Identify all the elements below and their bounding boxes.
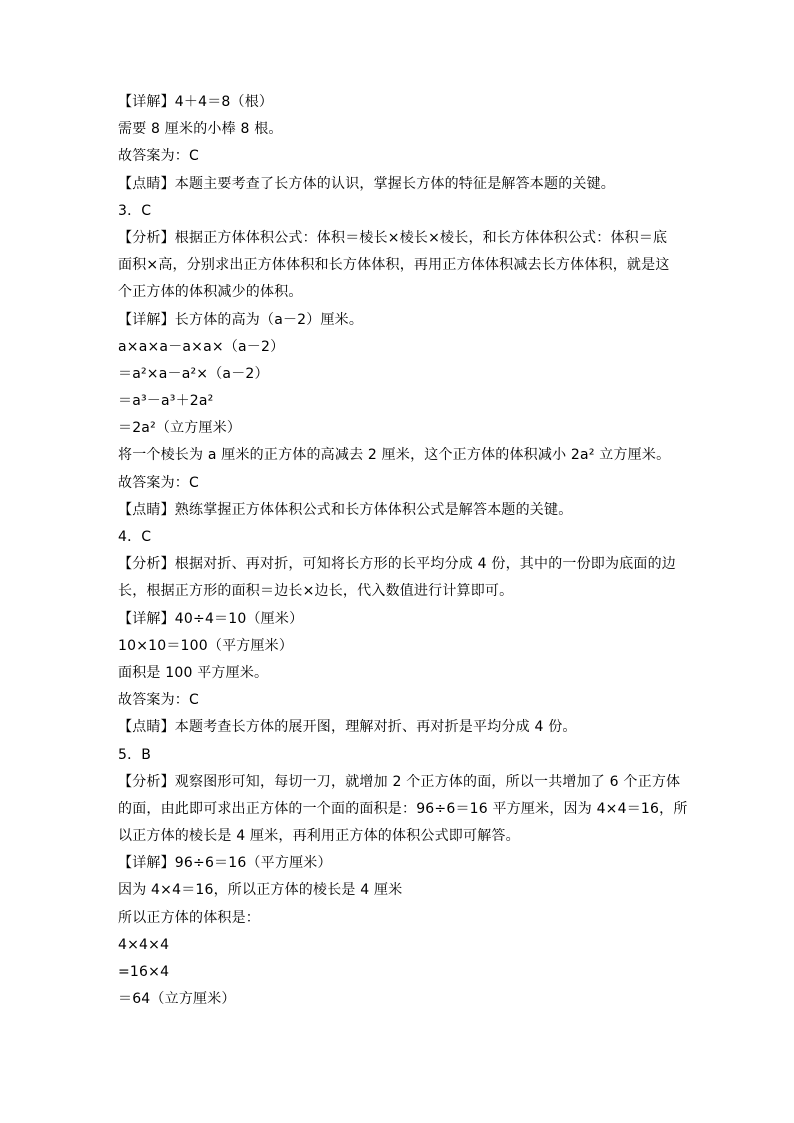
- text-line: 需要 8 厘米的小棒 8 根。: [118, 121, 283, 138]
- formula-line: =16×4: [118, 964, 170, 980]
- text-line: 故答案为：C: [118, 148, 199, 165]
- text-line: 【分析】根据正方体体积公式：体积＝棱长×棱长×棱长，和长方体体积公式：体积＝底: [118, 229, 668, 246]
- text-line: 面积×高，分别求出正方体体积和长方体体积，再用正方体体积减去长方体体积，就是这: [118, 257, 670, 274]
- text-line: 将一个棱长为 a 厘米的正方体的高减去 2 厘米，这个正方体的体积减小 2a² 立方厘米。: [118, 447, 671, 464]
- text-line: 【点睛】熟练掌握正方体体积公式和长方体体积公式是解答本题的关键。: [118, 501, 573, 518]
- text-line: 个正方体的体积减少的体积。: [118, 284, 303, 301]
- text-line: 【点睛】本题考查长方体的展开图，理解对折、再对折是平均分成 4 份。: [118, 719, 577, 736]
- formula-line: ＝2a²（立方厘米）: [118, 420, 242, 437]
- formula-line: 4×4×4: [118, 936, 170, 953]
- text-line: 所以正方体的体积是：: [118, 909, 260, 926]
- text-line: 【点睛】本题主要考查了长方体的认识，掌握长方体的特征是解答本题的关键。: [118, 175, 615, 192]
- text-line: 【详解】4＋4＝8（根）: [118, 94, 274, 110]
- formula-line: ＝a³－a³＋2a²: [118, 393, 214, 410]
- solution-text: [118, 89, 688, 1013]
- text-line: 【详解】96÷6＝16（平方厘米）: [118, 855, 332, 872]
- question-number: 3．C: [118, 202, 152, 219]
- text-line: 故答案为：C: [118, 692, 199, 709]
- text-line: 【分析】观察图形可知，每切一刀，就增加 2 个正方体的面，所以一共增加了 6 个正方体: [118, 773, 681, 790]
- formula-line: a×a×a－a×a×（a－2）: [118, 338, 285, 355]
- text-line: 面积是 100 平方厘米。: [118, 664, 269, 681]
- formula-line: ＝a²×a－a²×（a－2）: [118, 365, 269, 382]
- text-line: 因为 4×4＝16，所以正方体的棱长是 4 厘米: [118, 882, 403, 899]
- question-number: 4．C: [118, 529, 152, 545]
- text-line: 【详解】40÷4＝10（厘米）: [118, 610, 304, 627]
- formula-line: ＝64（立方厘米）: [118, 991, 236, 1008]
- text-line: 以正方体的棱长是 4 厘米，再利用正方体的体积公式即可解答。: [118, 828, 520, 845]
- text-line: 故答案为：C: [118, 474, 199, 491]
- text-line: 的面，由此即可求出正方体的一个面的面积是：96÷6＝16 平方厘米，因为 4×4＝16，所: [118, 800, 688, 817]
- text-line: 【详解】长方体的高为（a－2）厘米。: [118, 311, 364, 328]
- question-number: 5．B: [118, 746, 152, 763]
- text-line: 【分析】根据对折、再对折，可知将长方形的长平均分成 4 份，其中的一份即为底面的边: [118, 556, 677, 573]
- text-line: 长，根据正方形的面积＝边长×边长，代入数值进行计算即可。: [118, 583, 514, 600]
- formula-line: 10×10＝100（平方厘米）: [118, 637, 294, 654]
